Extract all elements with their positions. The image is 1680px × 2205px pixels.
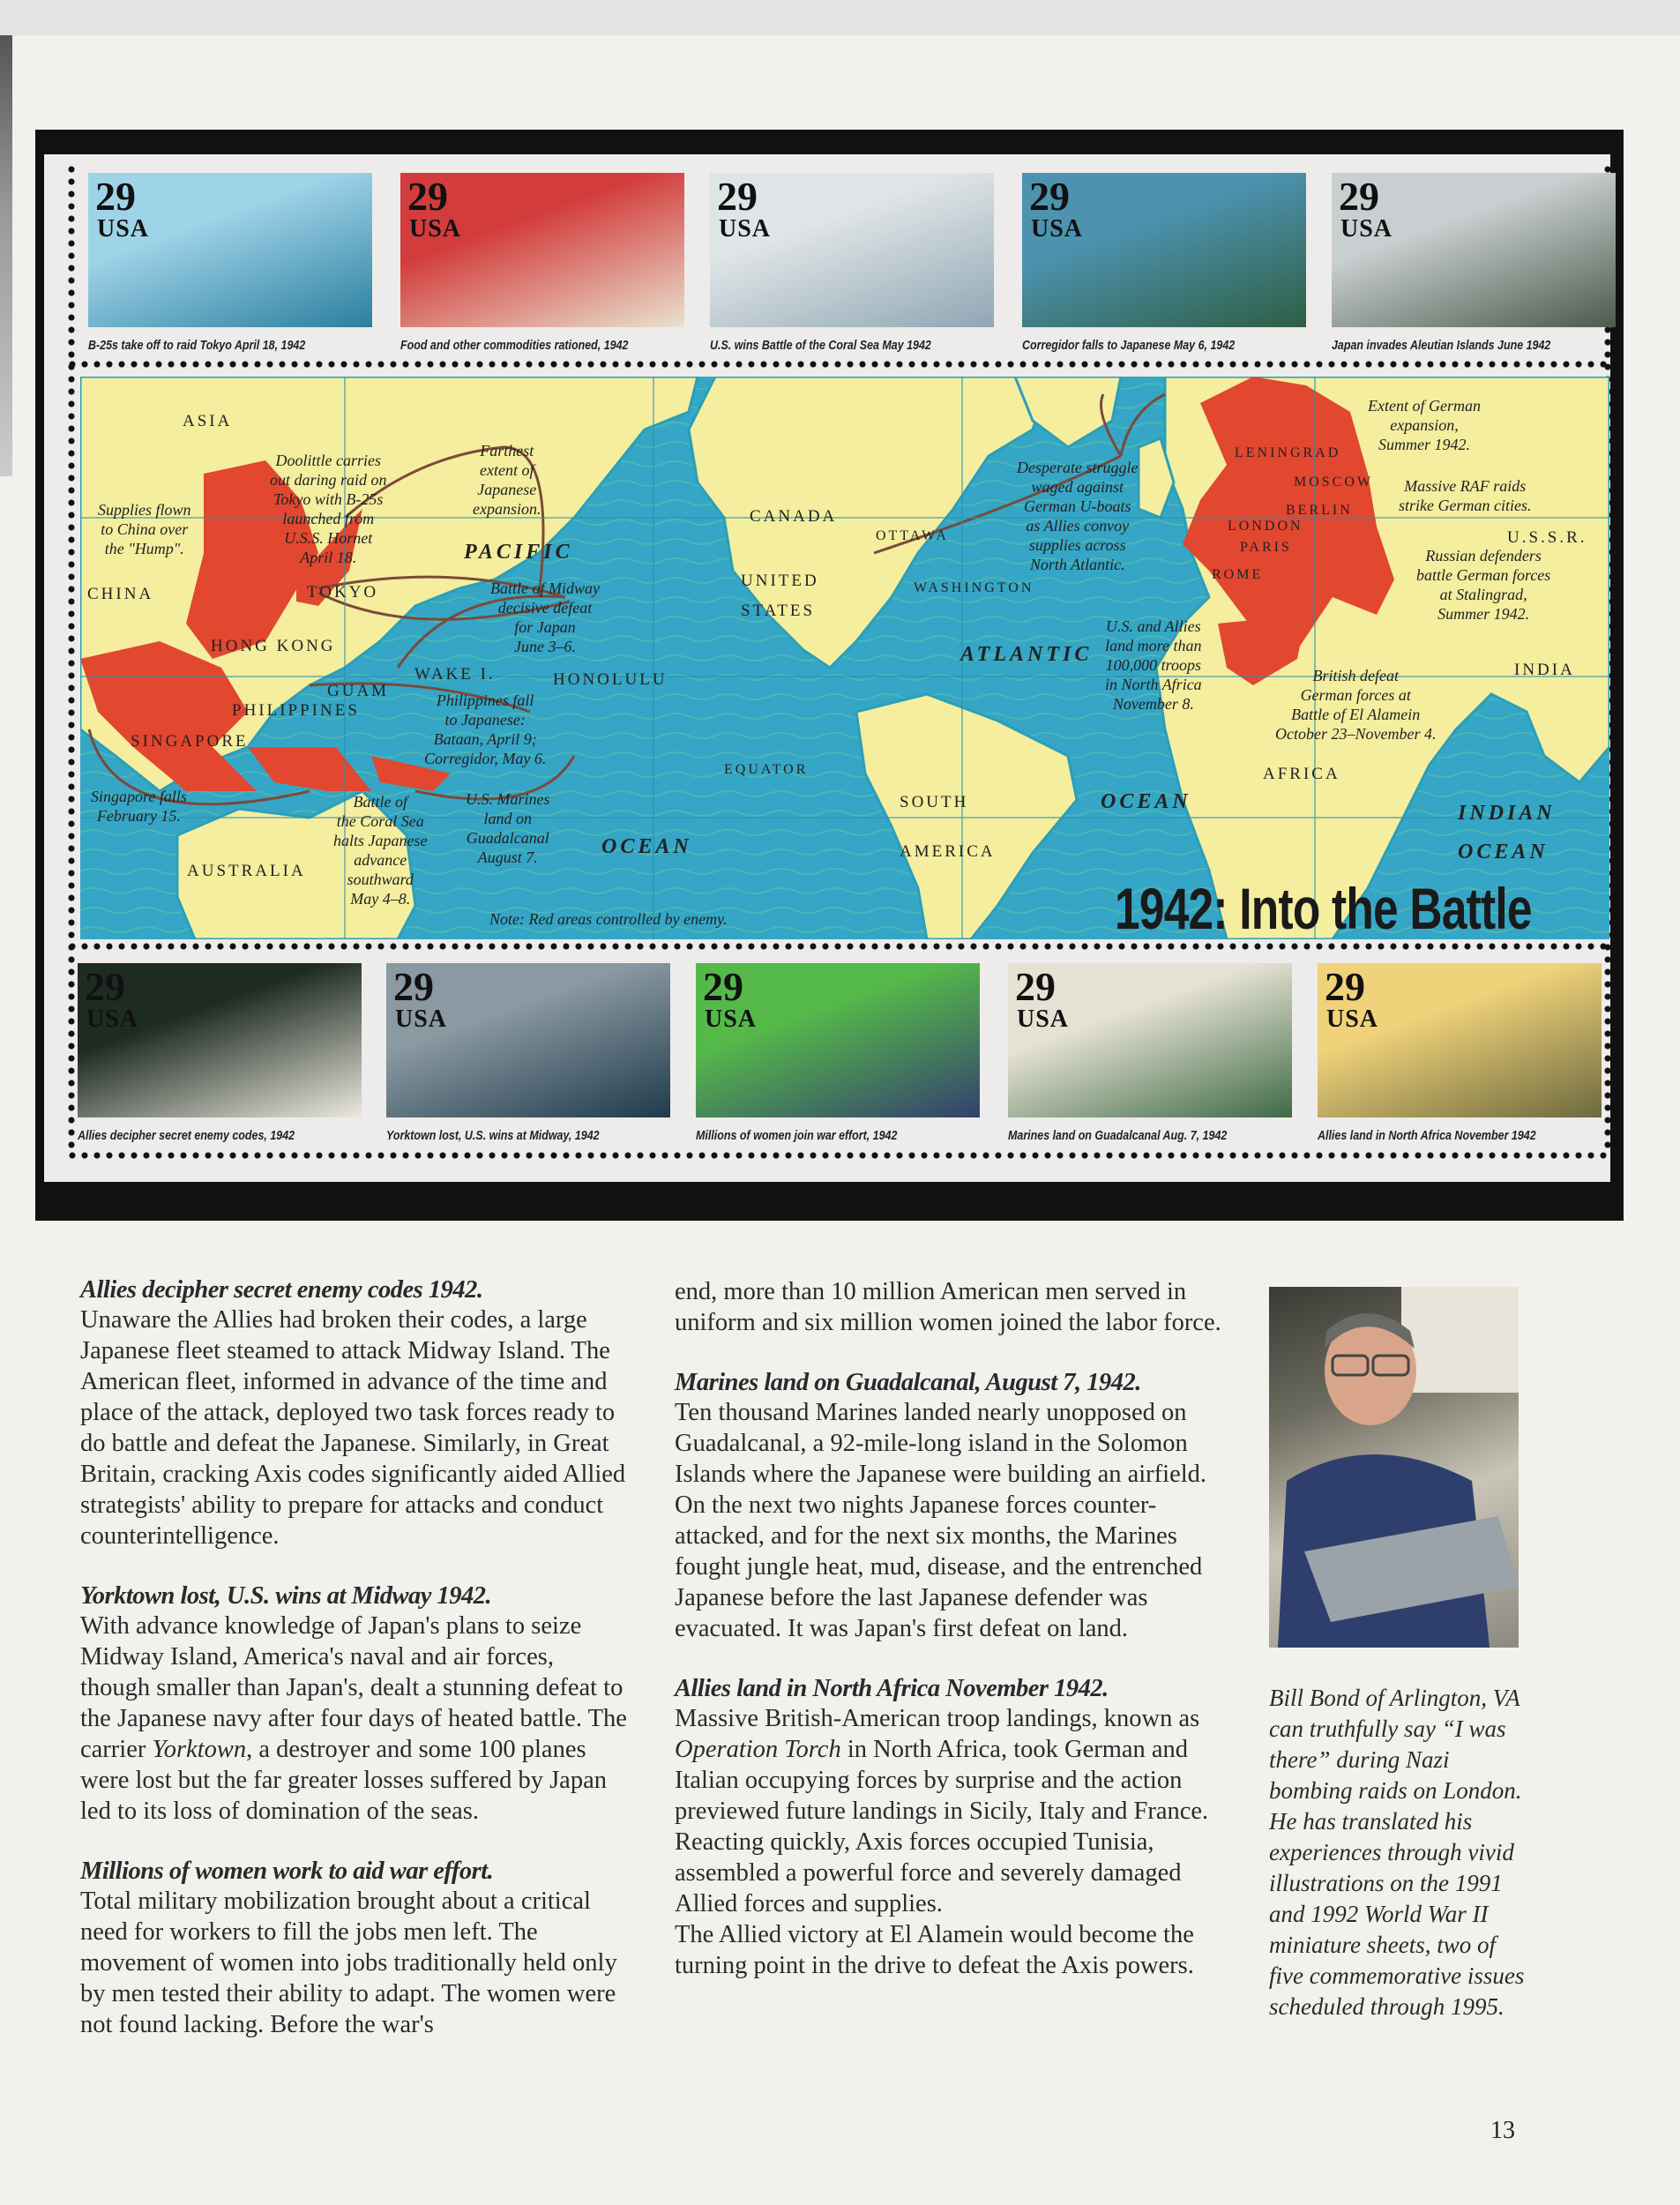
stamp-country: USA xyxy=(1017,1005,1070,1033)
stamp xyxy=(710,173,994,353)
stamp-artwork xyxy=(1318,963,1602,1117)
page-number: 13 xyxy=(1490,2117,1515,2144)
stamp-caption: B-25s take off to raid Tokyo April 18, 1942 xyxy=(88,339,306,353)
stamp-denomination: 29 xyxy=(1339,174,1379,219)
article-body-continued: end, more than 10 million American men served in uniform and six million women joined the labor force. xyxy=(675,1278,1221,1336)
annotation-stalingrad: Russian defenders battle German forces at Stalingrad, Summer 1942. xyxy=(1416,547,1551,623)
stamp-country: USA xyxy=(1031,215,1084,243)
article-body xyxy=(80,1611,629,1827)
annotation-atlantic-struggle: Desperate struggle waged against German U-boats as Allies convoy supplies across North Atlantic. xyxy=(1017,459,1139,573)
annotation-german-extent: Extent of German expansion, Summer 1942. xyxy=(1368,397,1481,453)
stamp-artwork xyxy=(1008,963,1292,1117)
stamp-denomination: 29 xyxy=(1029,174,1070,219)
map-label-moscow: MOSCOW xyxy=(1294,475,1374,490)
stamp-caption: Allies land in North Africa November 1942 xyxy=(1318,1129,1536,1143)
map-title: 1942: Into the Battle xyxy=(1115,876,1532,939)
stamp xyxy=(1332,173,1616,353)
annotation-coral-sea: Battle of the Coral Sea halts Japanese advance southward May 4–8. xyxy=(333,793,428,908)
stamp xyxy=(1022,173,1306,353)
map-label-hong-kong: HONG KONG xyxy=(211,637,336,655)
stamp-country: USA xyxy=(409,215,462,243)
article-body: The Allied victory at El Alamein would become the turning point in the drive to defeat the Axis powers. xyxy=(675,1921,1194,1979)
ocean-label-pacific: PACIFIC xyxy=(464,541,573,564)
article-heading: Millions of women work to aid war effort. xyxy=(80,1857,494,1885)
map-label-united-states: UNITED STATES xyxy=(741,572,819,620)
stamp xyxy=(1008,963,1292,1143)
operation-name: Operation Torch xyxy=(675,1736,841,1763)
stamp-artwork xyxy=(88,173,372,327)
stamp-artwork xyxy=(400,173,684,327)
perforation-row xyxy=(66,360,1609,369)
stamp-country: USA xyxy=(1340,215,1393,243)
stamp-caption: Japan invades Aleutian Islands June 1942 xyxy=(1332,339,1551,353)
map-label-ussr: U.S.S.R. xyxy=(1507,528,1587,547)
stamp-caption: Yorktown lost, U.S. wins at Midway, 1942 xyxy=(386,1129,600,1143)
annotation-note: Note: Red areas controlled by enemy. xyxy=(489,910,728,928)
map-label-equator: EQUATOR xyxy=(724,762,809,777)
stamp-artwork xyxy=(78,963,362,1117)
photo-caption: Bill Bond of Arlington, VA can truthfully say “I was there” during Nazi bombing raids on London. He has translated his experiences through vivid illustrations on the 1991 and 1992 World War II miniature sheets, two of five commemorative issues scheduled through 1995. xyxy=(1269,1685,1525,2020)
stamp-artwork xyxy=(386,963,670,1117)
annotation-el-alamein: British defeat German forces at Battle of El Alamein October 23–November 4. xyxy=(1275,667,1437,743)
annotation-hump: Supplies flown to China over the "Hump". xyxy=(98,501,191,557)
stamp-country: USA xyxy=(395,1005,448,1033)
stamp xyxy=(88,173,372,353)
stamp-artwork xyxy=(696,963,980,1117)
stamp-country: USA xyxy=(86,1005,139,1033)
annotation-philippines-fall: Philippines fall to Japanese: Bataan, April 9; Corregidor, May 6. xyxy=(424,691,547,767)
perforation-row xyxy=(66,1151,1609,1160)
annotation-doolittle: Doolittle carries out daring raid on Tokyo with B-25s launched from U.S.S. Hornet April 18. xyxy=(270,452,387,566)
stamp xyxy=(386,963,670,1143)
portrait-illustration xyxy=(1269,1287,1519,1648)
stamp-caption: Allies decipher secret enemy codes, 1942 xyxy=(78,1129,295,1143)
article-text: With advance knowledge of Japan's plans to seize Midway Island, America's naval and air forces, though smaller than Japan's, dealt a stunning defeat to the Japanese navy after four days of heated battle. The carrier xyxy=(80,1612,627,1763)
article-heading: Yorktown lost, U.S. wins at Midway 1942. xyxy=(80,1582,492,1610)
ship-name: Yorktown xyxy=(152,1736,247,1763)
map-label-africa: AFRICA xyxy=(1263,765,1340,783)
perforation-column xyxy=(67,163,76,1151)
stamp-caption: Millions of women join war effort, 1942 xyxy=(696,1129,898,1143)
article-text: , a destroyer and some 100 planes were lost but the far greater losses suffered by Japan led to its loss of domination of the seas. xyxy=(80,1736,607,1825)
ocean-label-indian-ocean: OCEAN xyxy=(1458,841,1549,863)
map-label-berlin: BERLIN xyxy=(1286,503,1353,518)
stamp-artwork xyxy=(1022,173,1306,327)
stamp xyxy=(78,963,362,1143)
stamp xyxy=(400,173,684,353)
annotation-singapore-falls: Singapore falls February 15. xyxy=(91,788,187,825)
stamp-caption: U.S. wins Battle of the Coral Sea May 1942 xyxy=(710,339,931,353)
article-body: Total military mobilization brought about a critical need for workers to fill the jobs men left. The movement of women into jobs traditionally held only by men tested their ability to adapt. The women were not found lacking. Before the war's xyxy=(80,1887,617,2038)
artist-photo xyxy=(1269,1287,1519,1648)
map-label-washington: WASHINGTON xyxy=(914,580,1034,595)
article-text: in North Africa, took German and Italian occupying forces by surprise and the action previewed future landings in Sicily, Italy and France. Reacting quickly, Axis forces occupied Tunisia, assembled a powerful force and severely damaged Allied forces and supplies. xyxy=(675,1736,1209,1917)
stamp-denomination: 29 xyxy=(85,964,125,1009)
stamp-denomination: 29 xyxy=(1325,964,1365,1009)
map-label-india: INDIA xyxy=(1514,661,1575,679)
ocean-label-atlantic-ocean: OCEAN xyxy=(1101,790,1191,813)
annotation-guadalcanal: U.S. Marines land on Guadalcanal August 7. xyxy=(466,790,550,866)
stamp xyxy=(696,963,980,1143)
map-label-ottawa: OTTAWA xyxy=(876,528,949,543)
ocean-label-pacific-ocean: OCEAN xyxy=(601,835,692,858)
scan-margin xyxy=(0,0,1680,35)
stamp-caption: Corregidor falls to Japanese May 6, 1942 xyxy=(1022,339,1236,353)
stamp-denomination: 29 xyxy=(1015,964,1056,1009)
article-body xyxy=(675,1703,1223,1919)
ocean-label-indian: INDIAN xyxy=(1458,802,1556,825)
stamp-denomination: 29 xyxy=(703,964,743,1009)
map-label-honolulu: HONOLULU xyxy=(553,670,668,689)
article-body: Ten thousand Marines landed nearly unopposed on Guadalcanal, a 92-mile-long island in the Solomon Islands where the Japanese were building an airfield. On the next two nights Japanese forces counter-attacked, and for the next six months, the Marines fought jungle heat, mud, disease, and the entrenched Japanese before the last Japanese defender was evacuated. It was Japan's first defeat on land. xyxy=(675,1399,1207,1642)
map-label-asia: ASIA xyxy=(183,412,233,430)
ocean-label-atlantic: ATLANTIC xyxy=(960,643,1093,666)
annotation-north-africa: U.S. and Allies land more than 100,000 troops in North Africa November 8. xyxy=(1105,617,1202,713)
stamp-country: USA xyxy=(97,215,150,243)
annotation-midway: Battle of Midway decisive defeat for Japan June 3–6. xyxy=(490,579,600,655)
map-label-philippines: PHILIPPINES xyxy=(232,701,360,720)
map-label-leningrad: LENINGRAD xyxy=(1235,445,1341,460)
map-label-south-america: SOUTH AMERICA xyxy=(900,793,996,861)
text-column-left xyxy=(80,1276,629,2071)
scan-edge xyxy=(0,35,12,476)
stamp-denomination: 29 xyxy=(95,174,136,219)
stamp-caption: Food and other commodities rationed, 1942 xyxy=(400,339,629,353)
stamp-denomination: 29 xyxy=(393,964,434,1009)
map-label-tokyo: TOKYO xyxy=(307,583,379,602)
map-label-singapore: SINGAPORE xyxy=(131,732,249,751)
stamp xyxy=(1318,963,1602,1143)
map-label-canada: CANADA xyxy=(750,507,838,526)
map-label-china: CHINA xyxy=(87,585,154,603)
map-label-guam: GUAM xyxy=(327,682,390,700)
annotation-raf-raids: Massive RAF raids strike German cities. xyxy=(1399,477,1532,514)
map-label-australia: AUSTRALIA xyxy=(187,862,306,880)
article-text: Massive British-American troop landings, known as xyxy=(675,1705,1200,1732)
annotation-farthest-extent: Farthest extent of Japanese expansion. xyxy=(473,442,541,518)
stamp-artwork xyxy=(1332,173,1616,327)
stamp-caption: Marines land on Guadalcanal Aug. 7, 1942 xyxy=(1008,1129,1228,1143)
stamp-country: USA xyxy=(719,215,772,243)
article-heading: Marines land on Guadalcanal, August 7, 1942. xyxy=(675,1369,1141,1396)
map-label-london: LONDON xyxy=(1228,519,1303,534)
article-body: Unaware the Allies had broken their codes, a large Japanese fleet steamed to attack Midway Island. The American fleet, informed in advance of the time and place of the attack, deployed two task forces ready to do battle and defeat the Japanese. Similarly, in Great Britain, cracking Axis codes significantly aided Allied strategists' ability to prepare for attacks and conduct counterintelligence. xyxy=(80,1306,626,1550)
map-label-wake: WAKE I. xyxy=(414,665,496,684)
perforation-row xyxy=(66,942,1609,951)
stamp-denomination: 29 xyxy=(407,174,448,219)
stamp-artwork xyxy=(710,173,994,327)
text-column-middle xyxy=(675,1276,1223,2012)
article-heading: Allies land in North Africa November 1942. xyxy=(675,1675,1109,1702)
world-map xyxy=(80,377,1609,939)
stamp-country: USA xyxy=(1326,1005,1379,1033)
stamp-country: USA xyxy=(705,1005,758,1033)
stamp-denomination: 29 xyxy=(717,174,758,219)
map-label-paris: PARIS xyxy=(1240,540,1292,555)
article-heading: Allies decipher secret enemy codes 1942. xyxy=(80,1276,483,1304)
map-label-rome: ROME xyxy=(1212,567,1264,582)
